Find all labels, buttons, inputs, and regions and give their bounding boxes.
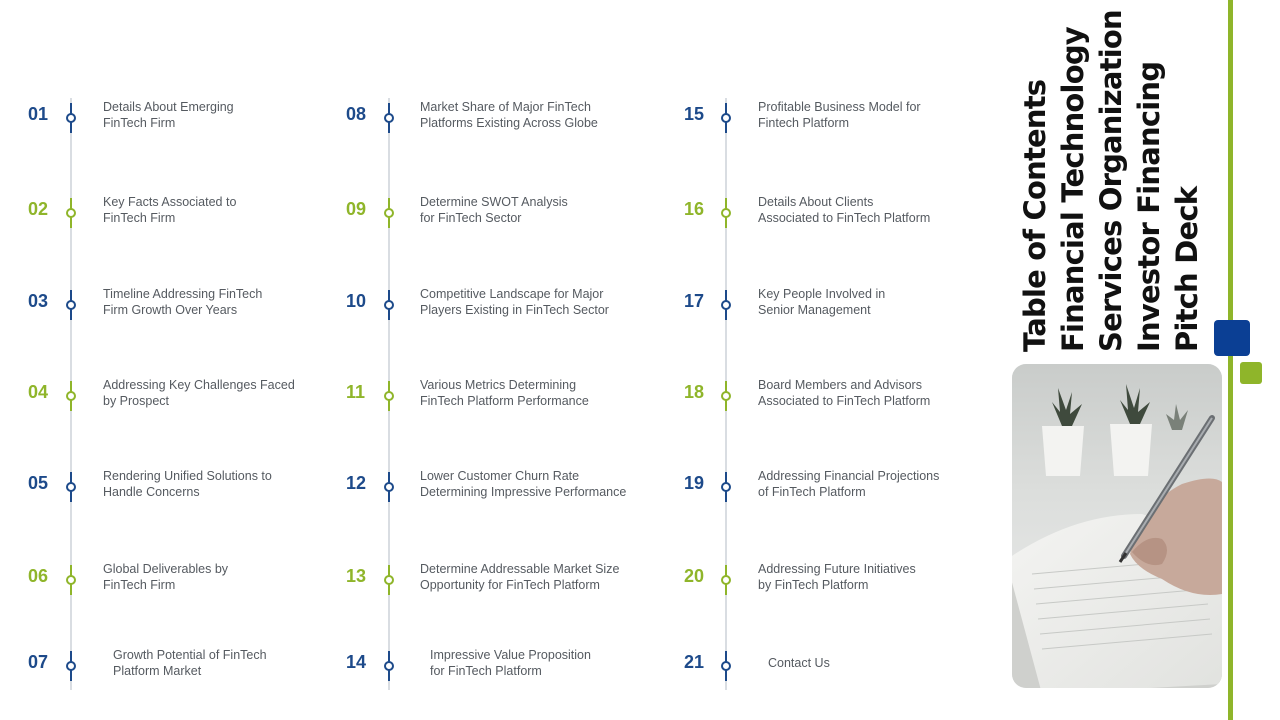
timeline-dot-icon	[388, 472, 390, 502]
toc-number: 09	[346, 199, 367, 219]
timeline-dot-icon	[725, 290, 727, 320]
timeline-dot-icon	[70, 565, 72, 595]
toc-label: Details About Emerging FinTech Firm	[103, 100, 234, 130]
toc-number: 12	[346, 473, 367, 493]
accent-square-blue	[1214, 320, 1250, 356]
toc-label: Global Deliverables by FinTech Firm	[103, 562, 229, 592]
photo-illustration	[1012, 364, 1222, 688]
toc-number: 02	[28, 199, 49, 219]
toc-label: Addressing Key Challenges Faced by Prospect	[103, 378, 295, 408]
toc-label: Board Members and Advisors Associated to FinTech Platform	[758, 378, 931, 408]
page-title: Table of Contents Financial Technology Services Organization Investor Financing Pitch Deck	[1018, 10, 1204, 352]
toc-label: Growth Potential of FinTech Platform Market	[113, 648, 267, 678]
timeline-dot-icon	[70, 651, 72, 681]
timeline-dot-icon	[388, 103, 390, 133]
timeline-dot-icon	[70, 290, 72, 320]
toc-number: 19	[684, 473, 705, 493]
timeline-dot-icon	[725, 381, 727, 411]
toc-label: Key Facts Associated to FinTech Firm	[103, 195, 237, 225]
toc-number: 07	[28, 652, 49, 672]
toc-number: 15	[684, 104, 705, 124]
timeline-dot-icon	[725, 651, 727, 681]
toc-number: 05	[28, 473, 49, 493]
timeline-dot-icon	[70, 198, 72, 228]
timeline-dot-icon	[388, 565, 390, 595]
timeline-dot-icon	[388, 381, 390, 411]
toc-label: Various Metrics Determining FinTech Platform Performance	[420, 378, 589, 408]
notebook-pen-photo	[1012, 364, 1222, 688]
toc-label: Impressive Value Proposition for FinTech Platform	[430, 648, 591, 678]
toc-number: 17	[684, 291, 705, 311]
toc-number: 20	[684, 566, 705, 586]
toc-label: Addressing Future Initiatives by FinTech Platform	[758, 562, 916, 592]
toc-label: Competitive Landscape for Major Players Existing in FinTech Sector	[420, 287, 609, 317]
timeline-dot-icon	[70, 472, 72, 502]
toc-number: 16	[684, 199, 705, 219]
toc-number: 18	[684, 382, 705, 402]
toc-column-3	[684, 90, 984, 690]
toc-number: 04	[28, 382, 49, 402]
toc-number: 01	[28, 104, 49, 124]
toc-label: Details About Clients Associated to FinTech Platform	[758, 195, 931, 225]
toc-label: Determine Addressable Market Size Opportunity for FinTech Platform	[420, 562, 620, 592]
title-container	[1010, 10, 1220, 360]
toc-number: 13	[346, 566, 367, 586]
toc-label: Contact Us	[768, 656, 830, 670]
accent-square-green	[1240, 362, 1262, 384]
timeline-dot-icon	[725, 103, 727, 133]
toc-number: 21	[684, 652, 705, 672]
toc-label: Lower Customer Churn Rate Determining Impressive Performance	[420, 469, 627, 499]
timeline-dot-icon	[70, 103, 72, 133]
timeline-dot-icon	[388, 198, 390, 228]
timeline-dot-icon	[388, 651, 390, 681]
toc-label: Timeline Addressing FinTech Firm Growth Over Years	[103, 287, 263, 317]
toc-number: 11	[346, 382, 366, 402]
toc-number: 08	[346, 104, 367, 124]
timeline-dot-icon	[725, 198, 727, 228]
toc-number: 03	[28, 291, 49, 311]
toc-label: Rendering Unified Solutions to Handle Concerns	[103, 469, 272, 499]
timeline-dot-icon	[388, 290, 390, 320]
toc-column-1	[28, 90, 328, 690]
toc-label: Determine SWOT Analysis for FinTech Sector	[420, 195, 568, 225]
timeline-dot-icon	[725, 565, 727, 595]
toc-column-2	[346, 90, 656, 690]
toc-label: Profitable Business Model for Fintech Platform	[758, 100, 921, 130]
timeline-dot-icon	[725, 472, 727, 502]
toc-label: Market Share of Major FinTech Platforms Existing Across Globe	[420, 100, 598, 130]
toc-number: 10	[346, 291, 367, 311]
toc-label: Addressing Financial Projections of FinTech Platform	[758, 469, 940, 499]
toc-label: Key People Involved in Senior Management	[758, 287, 886, 317]
timeline-dot-icon	[70, 381, 72, 411]
accent-vertical-line	[1228, 0, 1233, 720]
toc-number: 06	[28, 566, 49, 586]
toc-number: 14	[346, 652, 367, 672]
